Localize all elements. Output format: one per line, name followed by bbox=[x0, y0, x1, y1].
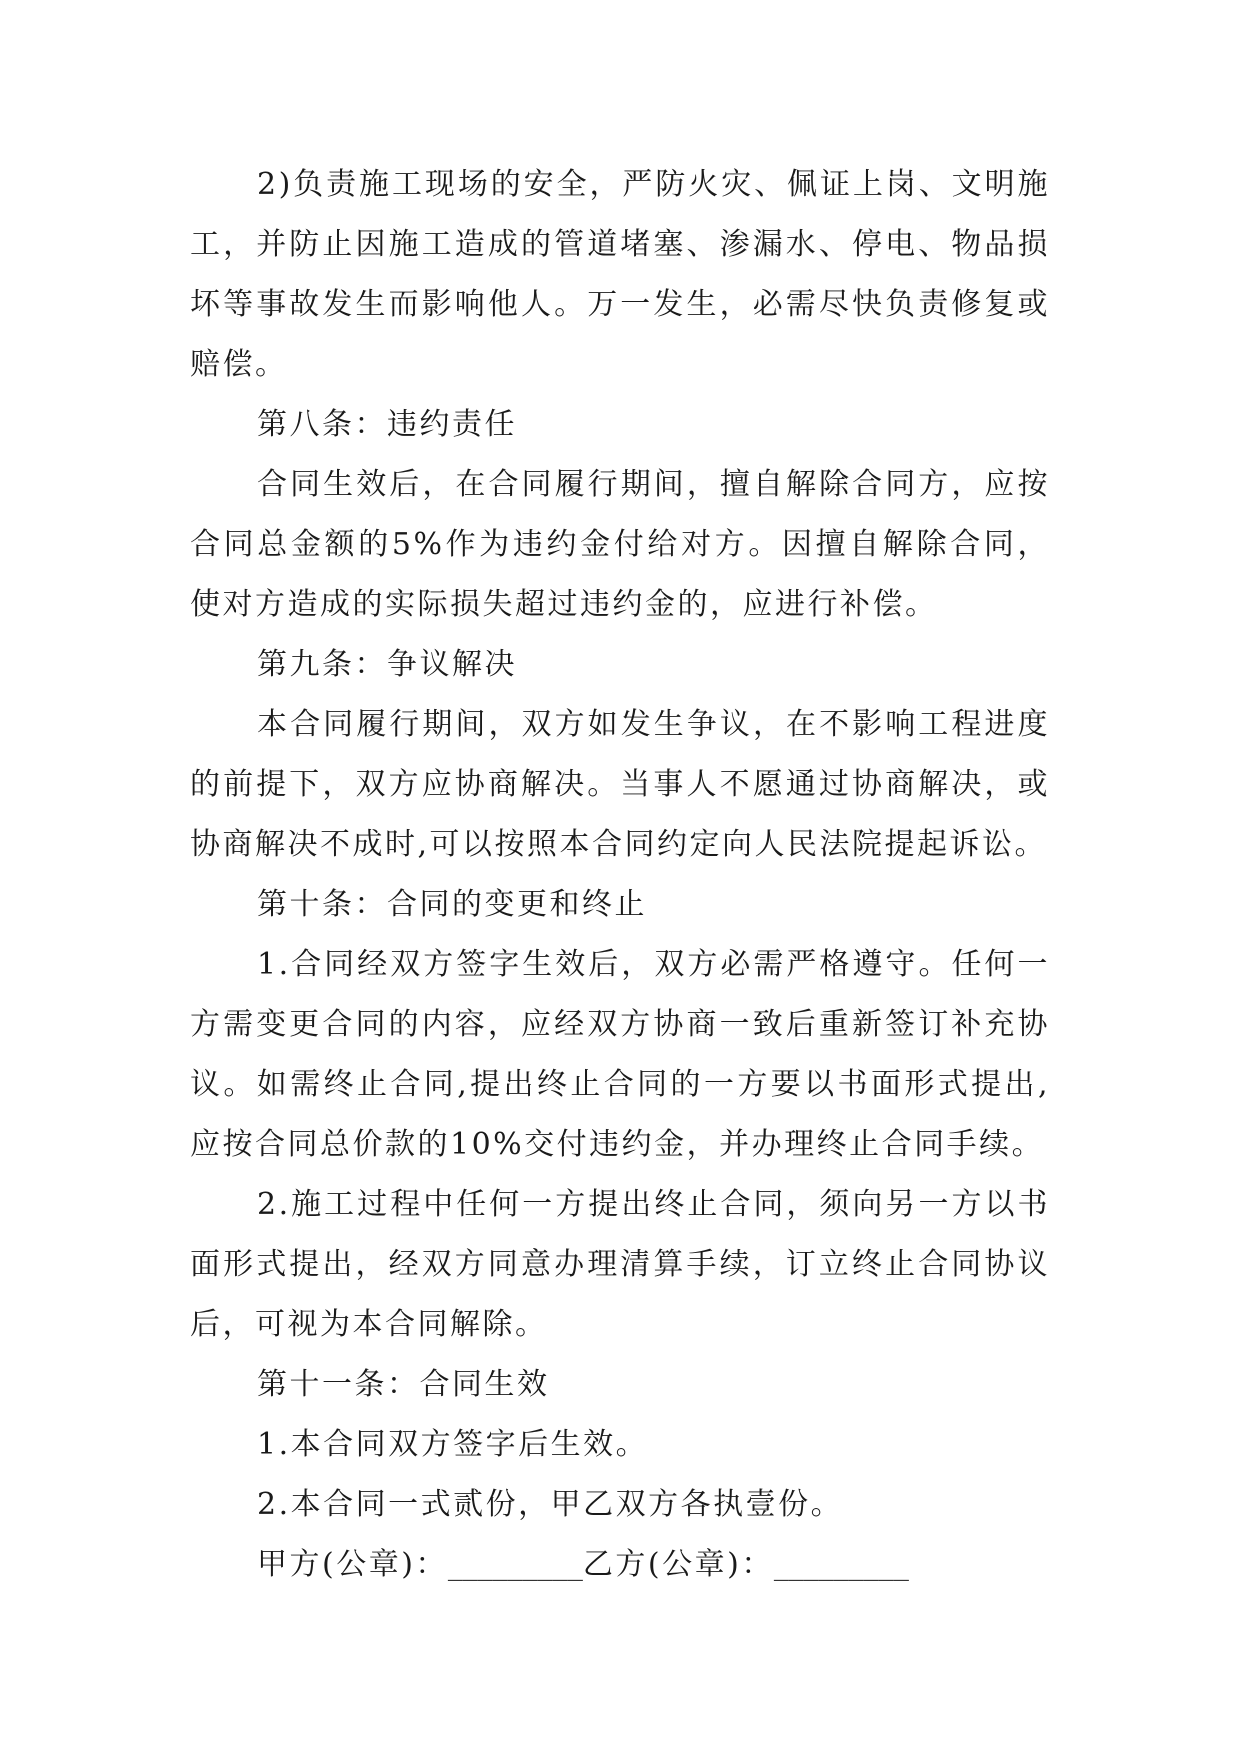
clause-8-body: 合同生效后，在合同履行期间，擅自解除合同方，应按合同总金额的5%作为违约金付给对方。因擅自解除合同，使对方造成的实际损失超过违约金的，应进行补偿。 bbox=[190, 467, 1050, 622]
clause-10-heading: 第十条：合同的变更和终止 bbox=[257, 887, 647, 922]
clause-8-heading: 第八条：违约责任 bbox=[257, 407, 517, 442]
clause-11-heading: 第十一条：合同生效 bbox=[257, 1367, 550, 1402]
party-a-label: 甲方(公章)： bbox=[257, 1547, 448, 1582]
party-b-label: 乙方(公章)： bbox=[582, 1547, 774, 1582]
clause-9-heading: 第九条：争议解决 bbox=[257, 647, 517, 682]
clause-7-item-2: 2)负责施工现场的安全，严防火灾、佩证上岗、文明施工，并防止因施工造成的管道堵塞、渗漏水、停电、物品损坏等事故发生而影响他人。万一发生，必需尽快负责修复或赔偿。 bbox=[190, 167, 1050, 382]
signature-row bbox=[190, 1535, 1050, 1595]
clause-10-item-1: 1.合同经双方签字生效后，双方必需严格遵守。任何一方需变更合同的内容，应经双方协商一致后重新签订补充协议。如需终止合同,提出终止合同的一方要以书面形式提出,应按合同总价款的10%交付违约金，并办理终止合同手续。 bbox=[190, 947, 1050, 1162]
clause-10-item-2: 2.施工过程中任何一方提出终止合同，须向另一方以书面形式提出，经双方同意办理清算手续，订立终止合同协议后，可视为本合同解除。 bbox=[190, 1187, 1050, 1342]
party-b-signature-blank: _________ bbox=[773, 1547, 909, 1582]
document-body bbox=[190, 155, 1050, 1595]
clause-9-body: 本合同履行期间，双方如发生争议，在不影响工程进度的前提下，双方应协商解决。当事人不愿通过协商解决，或协商解决不成时,可以按照本合同约定向人民法院提起诉讼。 bbox=[190, 707, 1050, 862]
party-a-signature-blank: _________ bbox=[447, 1547, 583, 1582]
clause-11-item-1: 1.本合同双方签字后生效。 bbox=[257, 1427, 649, 1462]
clause-11-item-2: 2.本合同一式贰份，甲乙双方各执壹份。 bbox=[257, 1487, 844, 1522]
